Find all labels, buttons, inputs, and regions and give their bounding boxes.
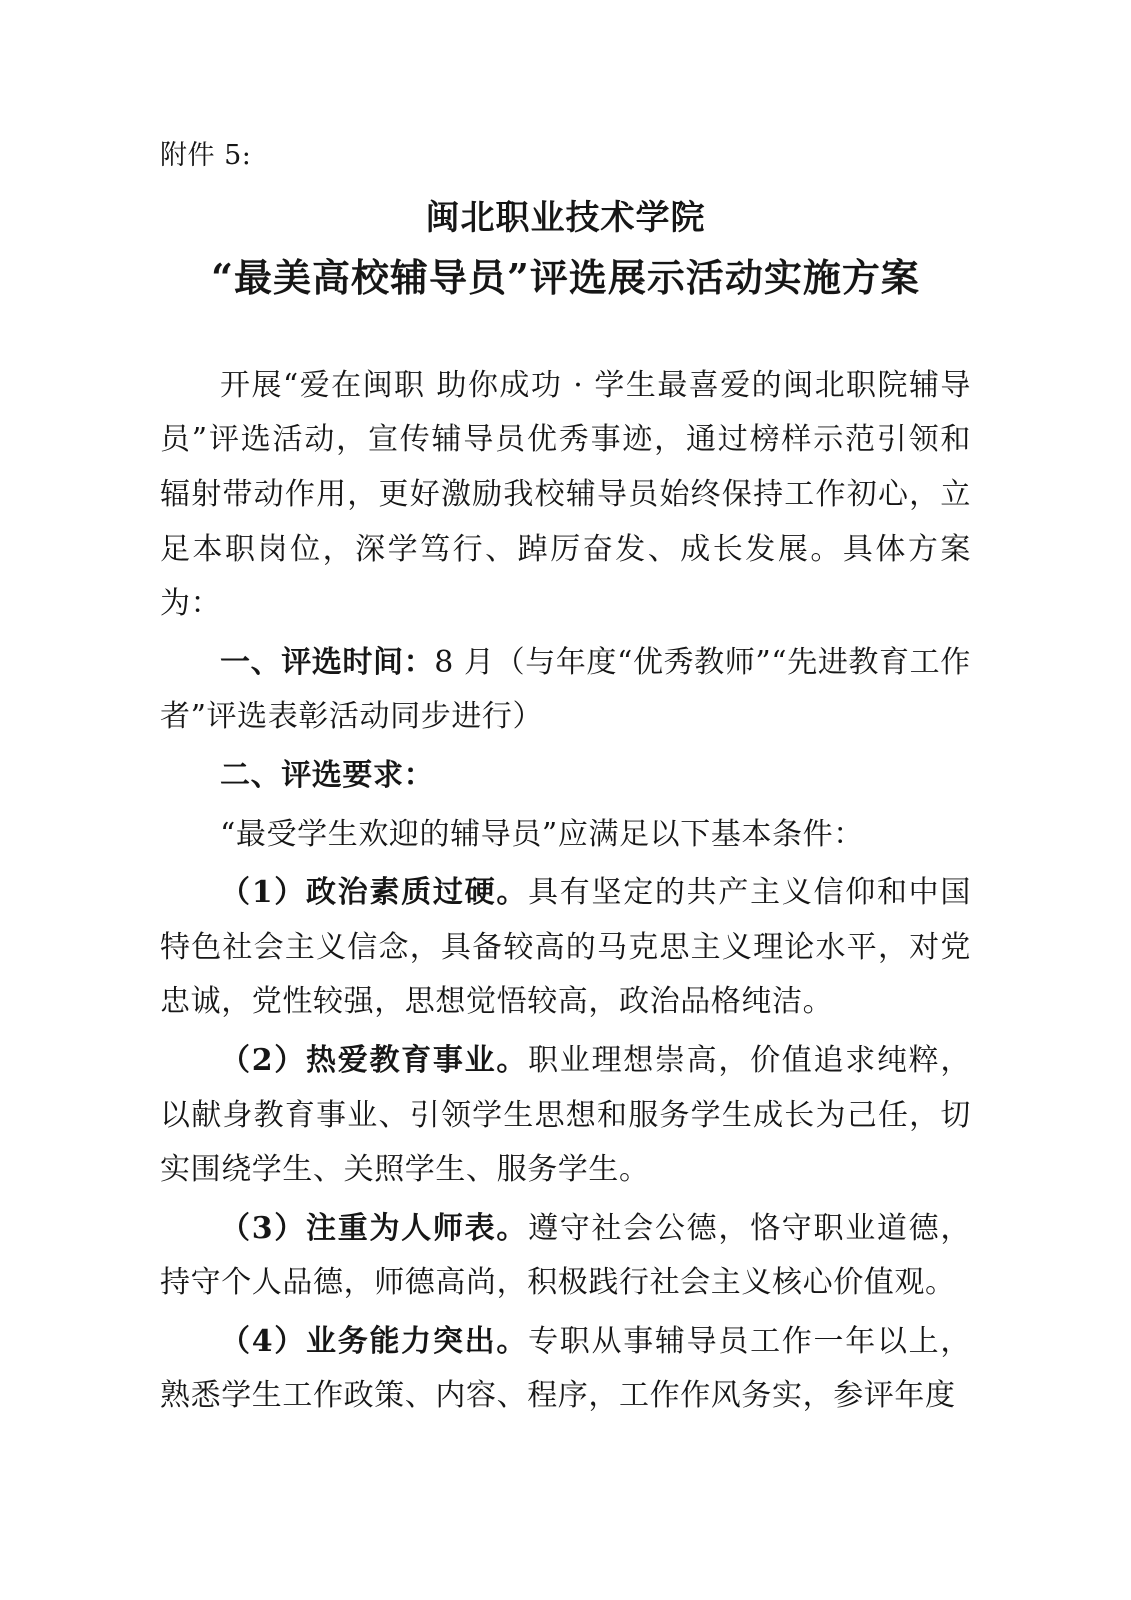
title-line-1: 闽北职业技术学院 <box>425 198 706 239</box>
section-heading-time <box>160 636 971 745</box>
requirement-text: 职业理想崇高，价值追求纯粹，以献身教育事业、引领学生思想和服务学生成长为己任，切实围绕学生、关照学生、服务学生。 <box>160 1042 971 1188</box>
requirement-item <box>160 1315 971 1424</box>
requirement-lead: （3）注重为人师表。 <box>220 1210 529 1246</box>
requirement-intro: “最受学生欢迎的辅导员”应满足以下基本条件： <box>220 816 864 852</box>
intro-paragraph: 开展“爱在闽职 助你成功 · 学生最喜爱的闽北职院辅导员”评选活动，宣传辅导员优秀事迹，通过榜样示范引领和辐射带动作用，更好激励我校辅导员始终保持工作初心，立足本职岗位，深学笃行、踔厉奋发、成长发展。具体方案为： <box>160 367 971 622</box>
document-body <box>160 359 971 1424</box>
requirement-text: 具有坚定的共产主义信仰和中国特色社会主义信念，具备较高的马克思主义理论水平，对党忠诚，党性较强，思想觉悟较高，政治品格纯洁。 <box>160 875 971 1020</box>
requirement-lead: （2）热爱教育事业。 <box>220 1042 529 1078</box>
requirement-text: 遵守社会公德，恪守职业道德，持守个人品德，师德高尚，积极践行社会主义核心价值观。 <box>160 1210 971 1301</box>
requirement-item <box>160 866 971 1030</box>
requirement-text: 专职从事辅导员工作一年以上，熟悉学生工作政策、内容、程序，工作作风务实，参评年度 <box>160 1323 971 1414</box>
section-heading-time-label: 一、评选时间： <box>220 644 435 680</box>
section-heading-time-value: 8 月（与年度“优秀教师”“先进教育工作者”评选表彰活动同步进行） <box>160 644 971 735</box>
requirement-item <box>160 1034 971 1198</box>
section-heading-requirements-label: 二、评选要求： <box>220 757 435 793</box>
requirement-item <box>160 1202 971 1311</box>
requirement-lead: （1）政治素质过硬。 <box>220 875 529 911</box>
attachment-label: 附件 5: <box>160 140 252 171</box>
page-title <box>160 194 971 304</box>
requirement-lead: （4）业务能力突出。 <box>220 1323 529 1359</box>
section-heading-requirements <box>160 749 971 804</box>
title-line-2: “最美高校辅导员”评选展示活动实施方案 <box>211 254 920 300</box>
